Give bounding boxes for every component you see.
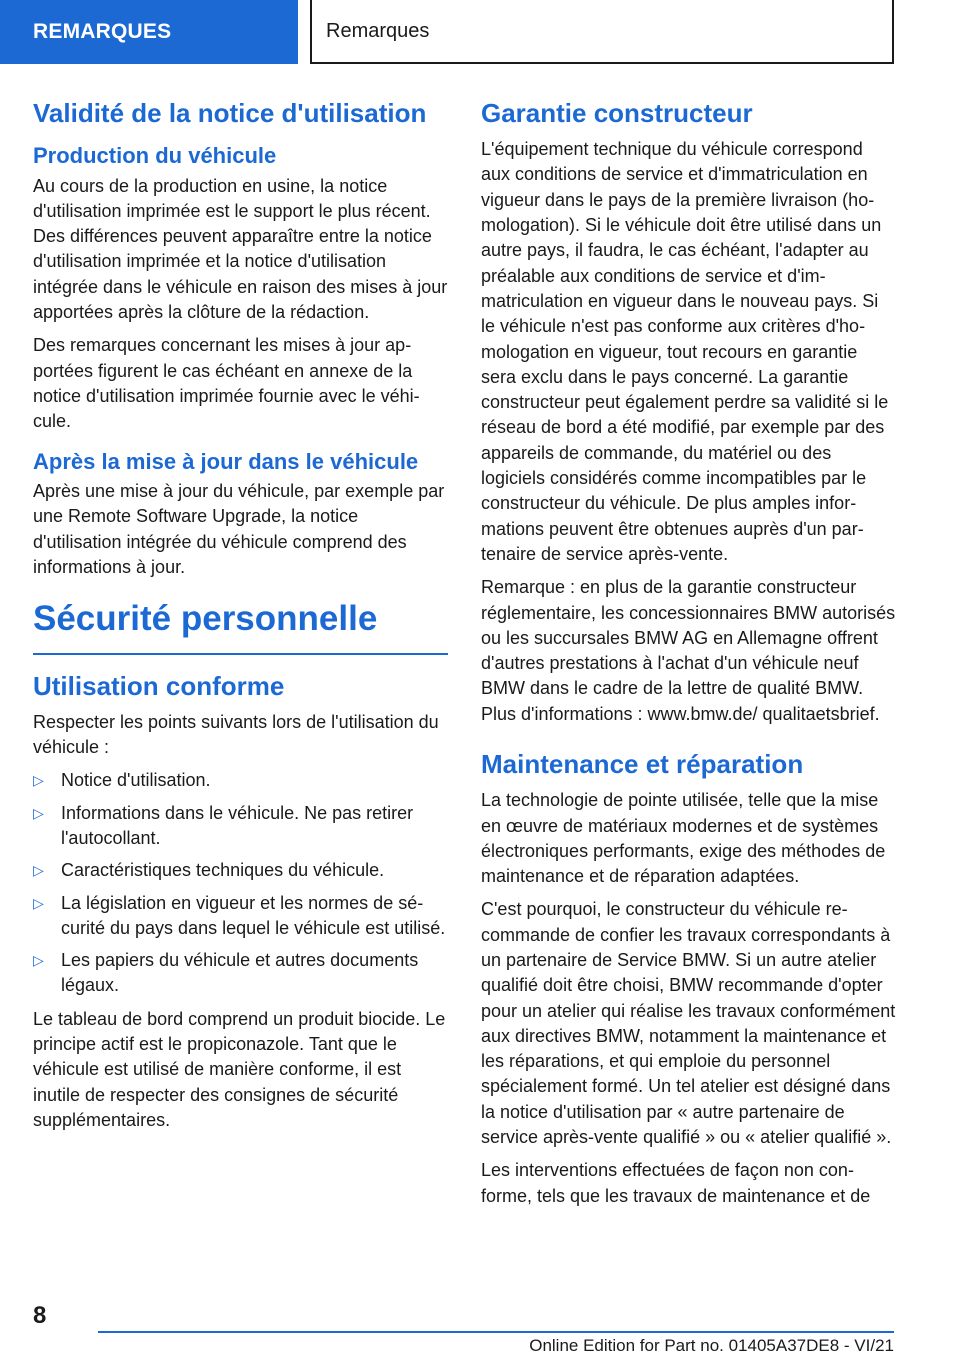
triangle-bullet-icon: ▷ [33, 804, 44, 821]
list-item: ▷ Caractéristiques techniques du véhicule. [33, 858, 448, 883]
triangle-bullet-icon: ▷ [33, 952, 44, 969]
section-tab [0, 0, 298, 64]
section-header-title: Remarques [326, 19, 430, 42]
validity-heading: Validité de la notice d'utilisation [33, 98, 427, 128]
use-heading: Utilisation conforme [33, 670, 285, 701]
production-heading: Production du véhicule [33, 143, 277, 169]
biocide-paragraph: Le tableau de bord comprend un produit biocide. Le principe actif est le propiconazole. Tant que le véhicule est utilisé de manière conforme, il est inutile de respecter des consignes de sécurité supplémentaires. [33, 1008, 446, 1130]
production-paragraph-1: Au cours de la production en usine, la notice d'utilisation imprimée est le support le plus récent. Des différences peuvent apparaître entre la notice d'utilisation imprimée et la notice d'utilisation intégrée dans le véhicule en raison des mises à jour apportées après la clôture de la rédaction. [33, 175, 448, 323]
maintenance-heading: Maintenance et réparation [481, 749, 804, 780]
list-item: ▷ Les papiers du véhicule et autres documents légaux. [33, 950, 419, 996]
update-paragraph: Après une mise à jour du véhicule, par exemple par une Remote Software Upgrade, la notice d'utilisation intégrée du véhicule comprend des informations à jour. [33, 480, 445, 577]
maintenance-paragraph-1: La technologie de pointe utilisée, telle que la mise en œuvre de matériaux modernes et de systèmes électroniques performants, exige des méthodes de maintenance et de réparation adaptées. [481, 790, 886, 887]
list-item: ▷ Notice d'utilisation. [33, 768, 448, 793]
footer-edition: Online Edition for Part no. 01405A37DE8 - VI/21 [529, 1336, 894, 1355]
left-column [33, 98, 448, 1141]
triangle-bullet-icon: ▷ [33, 862, 44, 879]
warranty-paragraph-2: Remarque : en plus de la garantie constructeur réglementaire, les concessionnaires BMW autorisés ou les succursales BMW AG en Allemagne offrent d'autres prestations à l'achat d'un véhicule neuf BMW dans le cadre de la lettre de qualité BMW. Plus d'informations : www.bmw.de/ qualitaetsbrief. [481, 577, 896, 724]
triangle-bullet-icon: ▷ [33, 894, 44, 911]
maintenance-paragraph-3: Les interventions effectuées de façon non conforme, tels que les travaux de maintenance et de [481, 1160, 871, 1206]
warranty-paragraph-1: L'équipement technique du véhicule correspond aux conditions de service et d'immatriculation en vigueur dans le pays de la première livraison (homologation). Si le véhicule doit être utilisé dans un autre pays, il faudra, le cas échéant, l'adapter au préalable aux conditions de service et d'immatriculation en vigueur dans le nouveau pays. Si le véhicule n'est pas conforme aux critères d'homologation en vigueur, tout recours en garantie sera exclu dans le pays concerné. La garantie constructeur peut également perdre sa validité si le réseau de bord a été modifié, par exemple par des appareils de commande, du matériel ou des logiciels considérés comme incompatibles par le constructeur du véhicule. De plus amples informations peuvent être obtenues auprès d'un partenaire de service après-vente. [481, 139, 889, 564]
update-heading: Après la mise à jour dans le véhicule [33, 448, 419, 474]
section-tab-label: REMARQUES [33, 20, 172, 43]
page-number: 8 [33, 1302, 47, 1329]
warranty-heading: Garantie constructeur [481, 98, 753, 128]
maintenance-paragraph-2: C'est pourquoi, le constructeur du véhicule recommande de confier les travaux correspondants à un partenaire de Service BMW. Si un autre atelier qualifié doit être choisi, BMW recommande d'opter pour un atelier qui réalise les travaux conformément aux directives BMW, notamment la maintenance et les réparations, et qui emploie du personnel spécialement formé. Un tel atelier est désigné dans la notice d'utilisation par « autre partenaire de service après-vente qualifié » ou « atelier qualifié ». [481, 899, 896, 1148]
list-item: ▷ La législation en vigueur et les normes de sécurité du pays dans lequel le véhicule est utilisé. [33, 892, 446, 938]
list-item: ▷ Informations dans le véhicule. Ne pas retirer l'autocollant. [33, 802, 414, 848]
footer-divider [98, 1331, 894, 1333]
triangle-bullet-icon: ▷ [33, 772, 44, 789]
safety-heading: Sécurité personnelle [33, 600, 448, 655]
use-intro: Respecter les points suivants lors de l'utilisation du véhicule : [33, 711, 439, 758]
production-paragraph-2: Des remarques concernant les mises à jour apportées figurent le cas échéant en annexe de la notice d'utilisation imprimée fournie avec le véhicule. [33, 335, 420, 432]
right-column [481, 98, 896, 1217]
use-list [33, 768, 448, 998]
section-header [310, 0, 894, 64]
